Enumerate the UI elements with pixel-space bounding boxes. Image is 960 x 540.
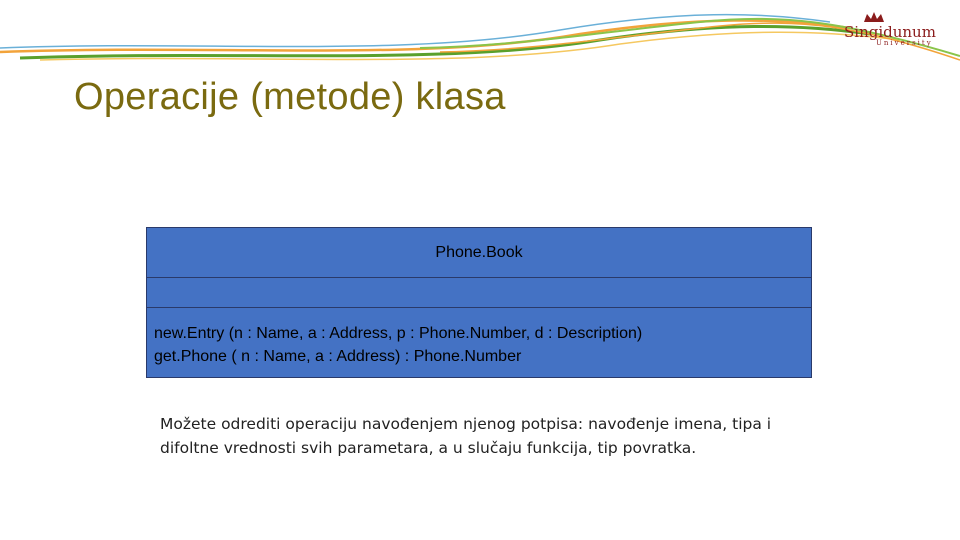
uml-operation: new.Entry (n : Name, a : Address, p : Phone.Number, d : Description) [154,325,643,342]
slide-title: Operacije (metode) klasa [74,76,506,118]
singidunum-logo [840,10,940,47]
decorative-swoosh [0,0,960,80]
caption-text [160,412,840,460]
logo-subtitle: University [876,39,933,47]
caption-line: Možete odrediti operaciju navođenjem njenog potpisa: navođenje imena, tipa i [160,415,772,433]
logo-name: Singidunum [844,23,936,41]
uml-attributes-compartment [147,278,811,308]
uml-class-name: Phone.Book [147,228,811,278]
uml-operation: get.Phone ( n : Name, a : Address) : Phone.Number [154,348,522,365]
caption-line: difoltne vrednosti svih parametara, a u slučaju funkcija, tip povratka. [160,439,697,457]
crown-icon [862,10,886,24]
uml-operations-compartment [147,308,811,368]
uml-class-box [146,227,812,378]
